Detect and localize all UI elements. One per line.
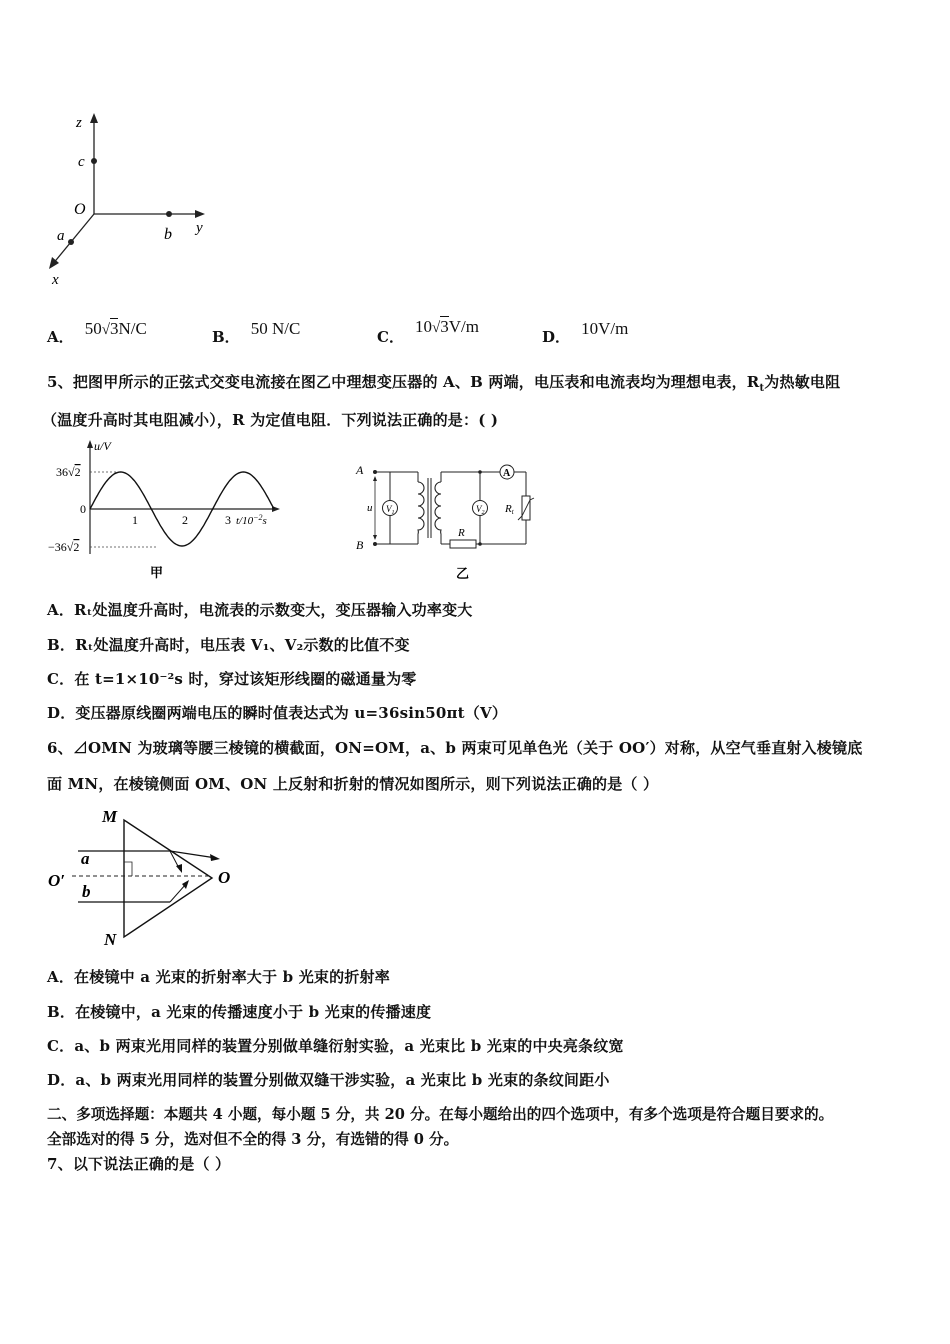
- graph-tick-3: 3: [225, 513, 231, 527]
- label-Rt: Rt: [505, 503, 514, 516]
- option-letter: C．: [377, 328, 404, 346]
- graph-x-label: $t/10^{-2}s$: [236, 513, 267, 527]
- q6-option-a[interactable]: A．在棱镜中 a 光束的折射率大于 b 光束的折射率: [47, 968, 390, 986]
- q5-option-b[interactable]: B．Rₜ处温度升高时，电压表 V₁、V₂示数的比值不变: [47, 636, 410, 654]
- z-arrow: [90, 113, 98, 123]
- graph-top-value: 36√2: [56, 465, 81, 479]
- svg-text:V2: $V_2$: [476, 504, 485, 516]
- svg-text:V1: $V_1$: [386, 504, 395, 516]
- option-letter: B．: [212, 328, 240, 346]
- q5-option-c[interactable]: C．在 t=1×10⁻²s 时，穿过该矩形线圈的磁通量为零: [47, 670, 417, 688]
- prism-figure: [44, 800, 254, 955]
- section2-heading-line1: 二、多项选择题：本题共 4 小题，每小题 5 分，共 20 分。在每小题给出的四个选项中，有多个选项是符合题目要求的。: [47, 1106, 834, 1123]
- point-b: [166, 211, 172, 217]
- label-b: b: [82, 882, 91, 901]
- option-value: 50√3N/C: [84, 319, 147, 338]
- label-x: x: [52, 272, 59, 288]
- option-letter: D．: [542, 328, 571, 346]
- label-O: O: [218, 868, 231, 887]
- transformer-circuit: [348, 454, 538, 586]
- y-arrow: [195, 210, 205, 218]
- label-y: y: [196, 220, 203, 236]
- option-value: 10V/m: [581, 319, 629, 338]
- graph-zero: 0: [80, 502, 86, 516]
- q6-option-c[interactable]: C．a、b 两束光用同样的装置分别做单缝衍射实验，a 光束比 b 光束的中央亮条纹宽: [47, 1037, 624, 1055]
- q5-stem-line2: （温度升高时其电阻减小），R 为定值电阻．下列说法正确的是：( ): [42, 411, 499, 429]
- point-c: [91, 158, 97, 164]
- graph-caption: 甲: [150, 565, 164, 580]
- q4-option-b[interactable]: [212, 318, 301, 346]
- point-a: [68, 239, 74, 245]
- sine-voltage-graph: [48, 436, 288, 586]
- q7-stem: 7、以下说法正确的是（ ）: [47, 1155, 231, 1173]
- graph-bottom-value: −36√2: [48, 540, 80, 554]
- graph-y-arrow: [87, 440, 93, 448]
- q5-option-d[interactable]: D．变压器原线圈两端电压的瞬时值表达式为 u=36sin50πt（V）: [47, 704, 508, 722]
- coordinate-axes-figure: [40, 105, 220, 295]
- q6-stem-line2: 面 MN，在棱镜侧面 OM、ON 上反射和折射的情况如图所示，则下列说法正确的是（ ）: [47, 775, 659, 793]
- label-c: c: [78, 154, 85, 170]
- circuit-caption: 乙: [456, 566, 470, 581]
- label-M: M: [102, 807, 118, 826]
- q6-stem-line1: 6、⊿OMN 为玻璃等腰三棱镜的横截面，ON=OM，a、b 两束可见单色光（关于 OO′）对称，从空气垂直射入棱镜底: [47, 739, 863, 757]
- q4-option-c[interactable]: [377, 316, 480, 346]
- q6-option-d[interactable]: D．a、b 两束光用同样的装置分别做双缝干涉实验，a 光束比 b 光束的条纹间距小: [47, 1071, 610, 1089]
- graph-tick-2: 2: [182, 513, 188, 527]
- label-a: a: [81, 849, 90, 868]
- option-value: 50 N/C: [250, 319, 301, 338]
- label-b: b: [164, 226, 172, 243]
- graph-y-label: u/V: [94, 439, 111, 453]
- primary-coil: [418, 482, 424, 534]
- label-R: R: [458, 527, 465, 539]
- label-N: N: [104, 930, 117, 949]
- secondary-coil: [435, 482, 441, 534]
- label-A: A: [356, 463, 364, 477]
- label-o: O: [74, 201, 86, 218]
- q6-option-b[interactable]: B．在棱镜中，a 光束的传播速度小于 b 光束的传播速度: [47, 1003, 432, 1021]
- label-z: z: [76, 115, 82, 131]
- label-u: u: [367, 502, 373, 514]
- option-letter: A．: [47, 328, 74, 346]
- section2-heading-line2: 全部选对的得 5 分，选对但不全的得 3 分，有选错的得 0 分。: [47, 1131, 459, 1148]
- q5-stem-line1: 5、把图甲所示的正弦式交变电流接在图乙中理想变压器的 A、B 两端，电压表和电流表均为理想电表，$R_t$为热敏电阻: [47, 373, 841, 394]
- q4-option-d[interactable]: [542, 318, 629, 346]
- label-B: B: [356, 538, 364, 552]
- label-O-prime: O′: [48, 871, 66, 890]
- option-value: 10√3V/m: [415, 317, 480, 336]
- resistor-R: [450, 540, 476, 548]
- prism-triangle: [124, 820, 212, 937]
- q4-option-a[interactable]: [47, 318, 147, 346]
- q5-option-a[interactable]: A．Rₜ处温度升高时，电流表的示数变大，变压器输入功率变大: [47, 601, 473, 619]
- label-a: a: [57, 228, 65, 244]
- ray-b-reflected: [170, 884, 186, 902]
- graph-tick-1: 1: [132, 513, 138, 527]
- svg-text:A: A: [503, 468, 511, 479]
